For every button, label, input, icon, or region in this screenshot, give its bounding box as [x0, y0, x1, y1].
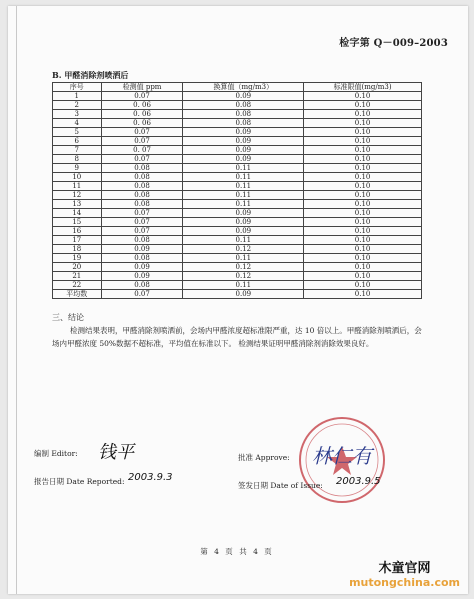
table-cell: 4: [53, 119, 102, 128]
table-cell: 0.10: [304, 92, 422, 101]
table-cell: 12: [53, 191, 102, 200]
table-cell: 0.09: [183, 209, 304, 218]
approve-label: 批准 Approve:: [238, 453, 290, 462]
table-cell: 0. 06: [101, 110, 183, 119]
table-cell: 0.11: [183, 254, 304, 263]
table-cell: 0.08: [101, 182, 183, 191]
table-cell: 0.10: [304, 218, 422, 227]
table-cell: 0.10: [304, 182, 422, 191]
table-cell: 0.09: [101, 245, 183, 254]
table-row: [53, 128, 422, 137]
table-cell: 0.09: [101, 272, 183, 281]
table-cell: 0.08: [183, 110, 304, 119]
section-title: B. 甲醛消除剂喷洒后: [52, 70, 129, 80]
table-row: [53, 101, 422, 110]
table-cell: 22: [53, 281, 102, 290]
table-cell: 0.09: [183, 146, 304, 155]
table-cell: 0.10: [304, 227, 422, 236]
table-cell: 0.07: [101, 92, 183, 101]
table-row: [53, 92, 422, 101]
table-cell: 0.07: [101, 137, 183, 146]
table-cell: 平均数: [53, 290, 102, 299]
table-cell: 8: [53, 155, 102, 164]
column-header: 检测值 ppm: [101, 83, 183, 92]
report-date-label: 报告日期 Date Reported:: [34, 477, 125, 486]
table-cell: 0.10: [304, 191, 422, 200]
editor-signature: 钱平: [98, 442, 134, 463]
table-cell: 0.11: [183, 281, 304, 290]
table-cell: 0.08: [101, 200, 183, 209]
table-row: [53, 119, 422, 128]
issue-date-value: 2003.9.5: [336, 476, 381, 487]
table-cell: 2: [53, 101, 102, 110]
conclusion-heading: 三、结论: [52, 313, 84, 322]
table-cell: 0.10: [304, 200, 422, 209]
table-cell: 0.12: [183, 272, 304, 281]
table-cell: 0.11: [183, 236, 304, 245]
table-row: [53, 155, 422, 164]
table-row: [53, 209, 422, 218]
table-row: [53, 164, 422, 173]
editor-label: 编制 Editor:: [34, 449, 78, 458]
document-id: 检字第 Q－009–2003: [339, 38, 448, 49]
table-row: [53, 263, 422, 272]
table-cell: 0.09: [183, 92, 304, 101]
page-fold-line: [16, 6, 17, 594]
table-body: [53, 92, 422, 299]
column-header: 换算值（mg/m3）: [183, 83, 304, 92]
table-cell: 0.10: [304, 263, 422, 272]
table-cell: 0.07: [101, 128, 183, 137]
table-cell: 0. 07: [101, 146, 183, 155]
column-header: 标准限值(mg/m3): [304, 83, 422, 92]
table-cell: 5: [53, 128, 102, 137]
table-row: [53, 218, 422, 227]
table-cell: 0.07: [101, 209, 183, 218]
table-row: [53, 191, 422, 200]
table-cell: 0.09: [183, 128, 304, 137]
table-cell: 19: [53, 254, 102, 263]
issue-date-label: 签发日期 Date of Issue:: [238, 481, 323, 490]
table-cell: 0.10: [304, 164, 422, 173]
watermark-name: 木童官网: [378, 561, 431, 576]
table-cell: 0.11: [183, 191, 304, 200]
table-cell: 0.12: [183, 263, 304, 272]
table-row: [53, 110, 422, 119]
table-cell: 0.10: [304, 290, 422, 299]
table-cell: 9: [53, 164, 102, 173]
table-cell: 0.07: [101, 218, 183, 227]
conclusion-text: 检测结果表明，甲醛消除剂喷洒前，会场内甲醛浓度超标准限严重，达 10 倍以上。甲醛消除剂喷洒后，会场内甲醛浓度 50%数据不超标准，平均值在标准以下。 检测结果证明甲醛消除剂消除效果良好。: [52, 326, 422, 348]
table-cell: 14: [53, 209, 102, 218]
table-cell: 0.10: [304, 110, 422, 119]
table-cell: 0.08: [101, 191, 183, 200]
report-date-value: 2003.9.3: [128, 472, 173, 483]
table-cell: 10: [53, 173, 102, 182]
table-row: [53, 272, 422, 281]
table-cell: 18: [53, 245, 102, 254]
table-cell: 6: [53, 137, 102, 146]
table-cell: 0.08: [183, 119, 304, 128]
table-cell: 0.11: [183, 164, 304, 173]
table-cell: 0. 06: [101, 119, 183, 128]
table-cell: 7: [53, 146, 102, 155]
approver-signature: 林仁有: [312, 444, 372, 468]
column-header: 序号: [53, 83, 102, 92]
watermark-url: mutongchina.com: [349, 576, 460, 589]
table-cell: 0.11: [183, 182, 304, 191]
table-cell: 0.10: [304, 146, 422, 155]
table-cell: 0.08: [183, 101, 304, 110]
table-cell: 0.08: [101, 236, 183, 245]
measurement-table: [52, 82, 422, 299]
table-row: [53, 227, 422, 236]
table-cell: 0.09: [183, 227, 304, 236]
table-row: [53, 290, 422, 299]
table-cell: 0.10: [304, 137, 422, 146]
table-cell: 11: [53, 182, 102, 191]
table-cell: 0.10: [304, 236, 422, 245]
table-cell: 20: [53, 263, 102, 272]
table-cell: 15: [53, 218, 102, 227]
table-cell: 0.10: [304, 254, 422, 263]
table-cell: 1: [53, 92, 102, 101]
table-cell: 3: [53, 110, 102, 119]
table-cell: 0.10: [304, 281, 422, 290]
table-cell: 0.10: [304, 128, 422, 137]
table-cell: 0.10: [304, 173, 422, 182]
table-cell: 0.08: [101, 173, 183, 182]
table-row: [53, 254, 422, 263]
table-row: [53, 281, 422, 290]
table-cell: 0.10: [304, 119, 422, 128]
table-cell: 0.11: [183, 200, 304, 209]
table-cell: 21: [53, 272, 102, 281]
table-cell: 0.10: [304, 155, 422, 164]
table-cell: 0.09: [183, 290, 304, 299]
table-cell: 0.11: [183, 173, 304, 182]
table-row: [53, 245, 422, 254]
table-header-row: [53, 83, 422, 92]
table-row: [53, 137, 422, 146]
table-cell: 0.10: [304, 272, 422, 281]
table-cell: 0. 06: [101, 101, 183, 110]
site-watermark: [349, 557, 460, 589]
table-cell: 0.07: [101, 290, 183, 299]
table-row: [53, 236, 422, 245]
table-cell: 0.09: [183, 155, 304, 164]
table-row: [53, 200, 422, 209]
page-number: 第 4 页 共 4 页: [200, 547, 274, 556]
table-cell: 17: [53, 236, 102, 245]
table-cell: 0.12: [183, 245, 304, 254]
table-cell: 0.09: [101, 263, 183, 272]
table-cell: 0.10: [304, 101, 422, 110]
table-cell: 0.08: [101, 281, 183, 290]
table-cell: 0.10: [304, 209, 422, 218]
table-cell: 0.07: [101, 227, 183, 236]
table-cell: 0.09: [183, 137, 304, 146]
table-cell: 0.10: [304, 245, 422, 254]
table-cell: 0.08: [101, 254, 183, 263]
table-cell: 16: [53, 227, 102, 236]
table-row: [53, 182, 422, 191]
table-row: [53, 173, 422, 182]
table-cell: 0.08: [101, 164, 183, 173]
table-row: [53, 146, 422, 155]
table-cell: 13: [53, 200, 102, 209]
table-cell: 0.09: [183, 218, 304, 227]
table-cell: 0.07: [101, 155, 183, 164]
